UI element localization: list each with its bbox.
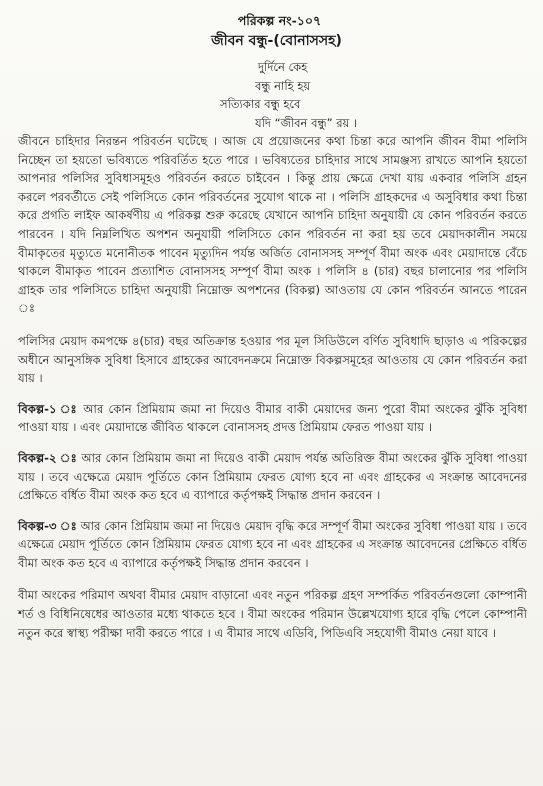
- option-2-label: বিকল্প-২ ঃ: [18, 450, 78, 465]
- option-1-text: আর কোন প্রিমিয়াম জমা না দিয়েও বীমার বাকী মেয়াদের জন্য পুরো বীমা অংকের ঝুঁকি সুবিধা পাওয়া যায় । এবং মেয়াদান্তে জীবিত থাকলে বোনাসসহ প্রদত্ত প্রিমিয়াম ফেরত পাওয়া যায় ।: [18, 401, 528, 435]
- intro-paragraph: জীবনে চাহিদার নিরন্তন পরিবর্তন ঘটেছে । আজ যে প্রয়োজনের কথা চিন্তা করে আপনি জীবন বীমা পলিসি নিচ্ছেন তা হয়তো ভবিষ্যতে পরিবর্তিত হতে পারে । ভবিষ্যতের চাহিদার সাথে সামঞ্জস্য রাখতে আপনি হয়তো আপনার পলিসির সুবিধাসমূহও পরিবর্তন করতে চাইবেন । কিন্তু প্রায় ক্ষেত্রে দেখা যায় একবার পলিসি গ্রহন করলে পরবর্তীতে সেই পলিসিতে কোন পরিবর্তনের সুযোগ থাকে না । পলিসি গ্রাহকদের এ অসুবিধার কথা চিন্তা করে প্রগতি লাইফ আকর্ষণীয় এ পরিকল্প শুরু করেছে যেখানে আপনি চাহিদা অনুযায়ী যে কোন পরিবর্তন করতে পারবেন । যদি নিম্নলিখিত অপশন অনুযায়ী পলিসিতে কোন পরিবর্তন না করা হয় তবে মেয়াদকালীন সময়ে বীমাকৃতের মৃত্যুতে মনোনীতক পাবেন মৃত্যুদিন পর্যন্ত অর্জিত বোনাসসহ সম্পূর্ণ বীমা অংক এবং মেয়াদান্তে বেঁচে থাকলে বীমাকৃত পাবেন প্রত্যাশিত বোনাসসহ সম্পূর্ণ বীমা অংক । পলিসি ৪ (চার) বছর চালানোর পর পলিসি গ্রাহক তার পলিসিতে চাহিদা অনুযায়ী নিম্নোক্ত অপশনের (বিকল্প) আওতায় যে কোন পরিবর্তন আনতে পারেন ঃ: [18, 134, 527, 316]
- option-3-text: আর কোন প্রিমিয়াম জমা না দিয়েও মেয়াদ বৃদ্ধি করে সম্পূর্ণ বীমা অংকের সুবিধা পাওয়া যায় । তবে এক্ষেত্রে মেয়াদ পূর্তিতে কোন প্রিমিয়াম ফেরত যোগ্য হবে না এবং গ্রাহকের এ সংক্রান্ত আবেদনের প্রেক্ষিতে বর্ধিত বীমা অংক কত হবে এ ব্যাপারে কর্তৃপক্ষই সিদ্ধান্ত প্রদান করবেন ।: [18, 518, 527, 570]
- poem-line-2: বন্ধু নাহি হয়: [255, 79, 311, 93]
- option-3-paragraph: [18, 517, 527, 573]
- policy-note-paragraph: পলিসির মেয়াদ কমপক্ষে ৪(চার) বছর অতিক্রান্ত হওয়ার পর মূল সিডিউলে বর্ণিত সুবিধাদি ছাড়াও এ পরিকল্পের অধীনে আনুসঙ্গিক সুবিধা হিসাবে গ্রাহকের আবেদনক্রমে নিম্নোক্ত বিকল্পসমূহের আওতায় যে কোন পরিবর্তন করা যায় ।: [18, 333, 527, 386]
- poem-line-1: দুর্দিনে কেহ: [258, 60, 308, 74]
- plan-title: জীবন বন্ধু-(বোনাসসহ): [211, 33, 342, 49]
- option-3-label: বিকল্প-৩ ঃ: [18, 518, 77, 533]
- option-1-paragraph: [18, 400, 527, 437]
- option-1-label: বিকল্প-১ ঃ: [18, 401, 79, 416]
- plan-number: পরিকল্প নং-১০৭: [237, 13, 322, 28]
- option-2-paragraph: [18, 449, 527, 505]
- closing-paragraph: বীমা অংকের পরিমাণ অথবা বীমার মেয়াদ বাড়ানো এবং নতুন পরিকল্প গ্রহণ সম্পর্কিত পরিবর্তনগুলো কোম্পানী শর্ত ও বিধিনিষেধের আওতার মধ্যে থাকতে হবে । বীমা অংকের পরিমান উল্লেখযোগ্য হারে বৃদ্ধি পেলে কোম্পানী নতুন করে স্বাস্থ্য পরীক্ষা দাবী করতে পারে । এ বীমার সাথে এডিবি, পিডিএবি সহযোগী বীমাও নেয়া যাবে ।: [18, 588, 527, 640]
- poem: [18, 58, 527, 132]
- poem-line-3: সত্যিকার বন্ধু হবে: [220, 97, 301, 111]
- option-2-text: আর কোন প্রিমিয়াম জমা না দিয়েও বাকী মেয়াদ পর্যন্ত অতিরিক্ত বীমা অংকের ঝুঁকি সুবিধা পাওয়া যায় । তবে এক্ষেত্রে মেয়াদ পূর্তিতে কোন প্রিমিয়াম ফেরত যোগ্য হবে না এবং গ্রাহকের এ সংক্রান্ত আবেদনের প্রেক্ষিতে বর্ধিত বীমা অংক কত হবে এ ব্যাপারে কর্তৃপক্ষই সিদ্ধান্ত প্রদান করবেন ।: [18, 450, 527, 503]
- poem-line-4: যদি “জীবন বন্ধু” রয় ।: [255, 116, 358, 130]
